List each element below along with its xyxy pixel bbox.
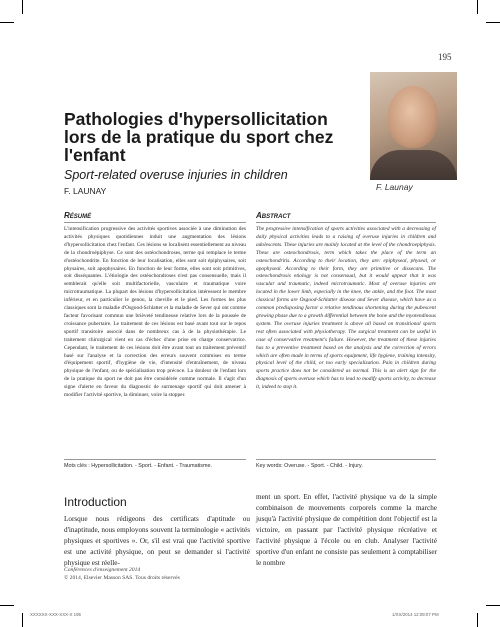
abstract-heading: Abstract	[256, 211, 291, 220]
resume-text: L'intensification progressive des activités sportives associée à une diminution des activités physiques quotidiennes induit une augmentation des lésions d'hypersollicitation chez l'enfant. Ces lésions se localisent essentiellement au niveau de la chondroépiphyse. Ce sont des ostéochondroses, terme qui remplace le terme d'ostéochondrite. En fonction de leur localisation, elles sont soit épiphysaires, soit physaires, soit apophysaires. En fonction de leur forme, elles sont soit primitives, soit disséquantes. L'étiologie des ostéochondroses n'est pas consensuelle, mais il semblerait qu'elle soit multifactorielle, vasculaire et traumatique voire microtraumatique. La plupart des lésions d'hypersollicitation intéressent le membre inférieur, et en particulier le genou, la cheville et le pied. Les formes les plus classiques sont la maladie d'Osgood-Schlatter et la maladie de Sever qui ont comme facteur favorisant commun une brièveté tendineuse relative lors de la poussée de croissance pubertaire. Le traitement de ces lésions est basé avant tout sur le repos sportif transitoire associé dans de nombreux cas à de la physiothérapie. Le traitement chirurgical vient en cas d'échec d'une prise en charge conservatrice. Cependant, le traitement de ces lésions doit être avant tout un traitement préventif basé sur l'analyse et la correction des erreurs souvent commises en terme d'équipement sportif, d'hygiène de vie, d'intensité d'entraînement, de niveau physique de l'enfant, ou de spécialisation trop précoce. La douleur de l'enfant lors de la pratique du sport ne doit pas être considérée comme normale. Il s'agit d'un signe d'alerte en faveur du diagnostic de surmenage sportif qui doit amener à modifier l'activité sportive, la diminuer, voire la stopper.	[64, 226, 246, 399]
divider	[64, 459, 246, 460]
crop-mark	[486, 605, 500, 606]
divider	[64, 222, 246, 223]
crop-mark	[0, 22, 14, 23]
resume-heading: Résumé	[64, 211, 92, 220]
introduction-left-text: Lorsque nous rédigeons des certificats d'aptitude ou d'inaptitude, nous employons souvent la terminologie « activités physiques et sportives ». Or, s'il est vrai que l'activité sportive est une activité physique, on peut se demander si l'activité physique est réelle-	[64, 515, 250, 567]
author-photo	[370, 72, 457, 180]
author-name: F. LAUNAY	[64, 186, 107, 196]
print-slug-left: XXXXXX-XXX-XXX-X 195	[30, 612, 82, 617]
abstract-keywords: Key words: Overuse. - Sport. - Child. - Injury.	[256, 463, 363, 469]
article-title: Pathologies d'hypersollicitation lors de la pratique du sport chez l'enfant	[64, 109, 334, 165]
divider	[256, 459, 436, 460]
introduction-heading: Introduction	[64, 495, 127, 509]
copyright: © 2014, Elsevier Masson SAS. Tous droits réservés	[64, 575, 180, 581]
crop-mark	[486, 22, 500, 23]
crop-mark	[0, 605, 14, 606]
page-number: 195	[438, 52, 452, 62]
divider	[256, 222, 436, 223]
crop-mark	[22, 613, 23, 627]
photo-caption: F. Launay	[376, 182, 413, 192]
introduction-right-text: ment un sport. En effet, l'activité physique va de la simple combinaison de mouvements corporels comme la marche jusqu'à l'activité physique de compétition dont l'objectif est la victoire, en passant par l'activité physique récréative et l'activité physique à l'école ou en club. Analyser l'activité sportive d'un enfant ne consiste pas seulement à comptabiliser le nombre	[256, 493, 437, 567]
resume-keywords: Mots clés : Hypersollicitation. - Sport. - Enfant. - Traumatisme.	[64, 463, 212, 469]
abstract-text: The progressive intensification of sports activities associated with a decreasing of daily physical activities leads to a raising of overuse injuries in children and adolescents. These injuries are mainly located at the level of the chondroepiphysis. These are osteochondrosis, term which takes the place of the term an osteochondritis. According to their location, they are: epiphyseal, physeal, or apophyseal. According to their form, they are primitive or dissecans. The osteochondrosis etiology is not consensual, but it would appear that it was vascular and traumatic, indeed microtraumatic. Most of overuse injuries are located in the lower limb, especially in the knee, the ankle, and the foot. The most classical forms are Osgood-Schlatter disease and Sever disease, which have as a common predisposing factor a relative tendinous shortening during the pubescent growing phase due to a growth differential between the bone and the myotendinous system. The overuse injuries treatment is above all based on transitional sports rest often associated with physiotherapy. The surgical treatment can be useful in case of conservative treatment's failure. However, the treatment of these injuries has to a preventive treatment based on the analysis and the correction of errors which are often made in terms of sports equipment, life hygiene, training intensity, physical level of the child, or too early specialization. Pain in children during sports practice does not be considered as normal. This is an alert sign for the diagnosis of sports overuse which has to lead to modify sports activity, to decrease it, indeed to stop it.	[256, 226, 436, 391]
print-slug-right: 1/XX/2014 12:09:07 PM	[392, 612, 439, 617]
article-subtitle: Sport-related overuse injuries in children	[64, 168, 288, 182]
crop-mark	[22, 0, 23, 14]
crop-mark	[477, 0, 478, 14]
crop-mark	[477, 613, 478, 627]
journal-name: Conférences d'enseignement 2014	[64, 567, 141, 573]
